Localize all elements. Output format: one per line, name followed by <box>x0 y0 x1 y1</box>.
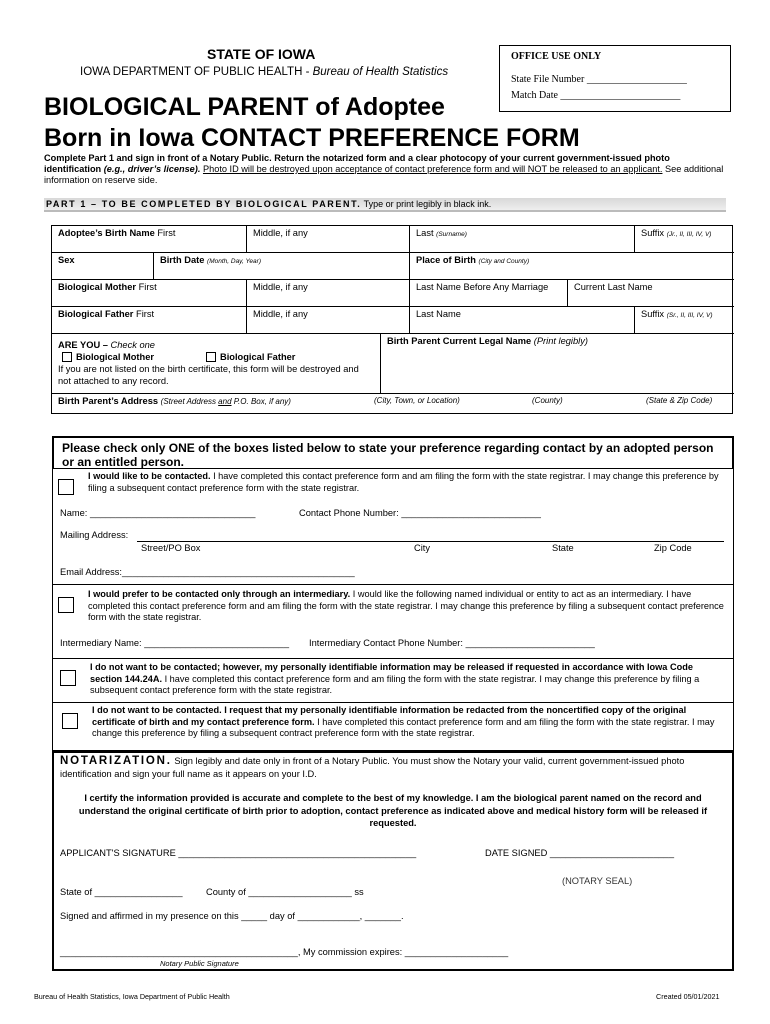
birth-date-field[interactable] <box>154 253 410 280</box>
option1-checkbox[interactable] <box>58 479 74 495</box>
state-file-number-field[interactable]: State File Number ____________________ <box>511 74 687 85</box>
adoptee-first-name-field[interactable] <box>52 226 247 253</box>
notary-signature-label: Notary Public Signature <box>160 959 239 968</box>
mailing-address-label: Mailing Address: <box>60 530 129 540</box>
notarization-section <box>52 751 734 971</box>
place-of-birth-label: Place of Birth <box>416 255 476 265</box>
mother-first-name-field[interactable] <box>52 280 247 307</box>
are-you-label: ARE YOU – <box>58 340 111 350</box>
suffix-jr-note: (Jr., II, III, IV, V) <box>666 231 712 238</box>
bureau-name: Bureau of Health Statistics <box>312 66 449 78</box>
state-label: State <box>552 543 574 553</box>
street-po-label: Street/PO Box <box>141 543 201 553</box>
date-signed-field[interactable]: DATE SIGNED ________________________ <box>485 848 675 858</box>
zip-code-label: Zip Code <box>654 543 692 553</box>
county-of-field[interactable]: County of ____________________ ss <box>206 887 364 897</box>
footer-left: Bureau of Health Statistics, Iowa Department of Public Health <box>34 992 230 1001</box>
suffix-label: Suffix <box>641 309 665 319</box>
bio-mother-label: Biological Mother <box>58 282 136 292</box>
surname-note: (Surname) <box>436 231 467 238</box>
mailing-address-line[interactable] <box>137 541 724 542</box>
instructions-d: See additional information on reserve side. <box>44 164 724 185</box>
suffix-label: Suffix <box>641 228 665 238</box>
option2-divider <box>52 658 734 659</box>
instructions-c: Photo ID will be destroyed upon acceptance of contact preference form and will NOT be released to an applicant. <box>202 164 663 174</box>
suffix-sr-note: (Sr., II, III, IV, V) <box>666 312 713 319</box>
footer-right: Created 05/01/2021 <box>656 992 720 1001</box>
form-title-line2: Born in Iowa CONTACT PREFERENCE FORM <box>44 124 580 152</box>
print-legibly-note: (Print legibly) <box>533 336 588 346</box>
address-format: (Street Address and P.O. Box, if any) <box>160 397 291 406</box>
option3-text: I do not want to be contacted; however, my personally identifiable information may be released if requested in accordance with Iowa Code section 144.24A. I have completed this contact preference form and am filing the form with the state registrar. I may change this preference by filing a subsequent contact preference form with the state registrar. <box>90 662 700 695</box>
email-field[interactable]: Email Address:_____________________________________________ <box>60 567 355 577</box>
are-you-line <box>58 339 374 351</box>
notarization-text: Sign legibly and date only in front of a Notary Public. You must show the Notary your valid, current government-issued photo identification and sign your full name as it appears on your I.D. <box>60 756 685 779</box>
last-name-label: Last Name <box>416 309 461 319</box>
middle-label: Middle, if any <box>253 228 308 238</box>
address-field[interactable] <box>52 394 734 415</box>
mother-option-label: Biological Mother <box>76 352 154 362</box>
instructions-b: (e.g., driver’s license). <box>103 164 201 174</box>
are-you-cell <box>52 334 381 394</box>
form-title-line1: BIOLOGICAL PARENT of Adoptee <box>44 93 445 121</box>
last-label: Last <box>416 228 434 238</box>
city-label: City <box>414 543 431 553</box>
department-line <box>80 66 448 78</box>
sex-field[interactable] <box>52 253 154 280</box>
part1-header <box>44 198 726 212</box>
option3-checkbox[interactable] <box>60 670 76 686</box>
check-one-label: Check one <box>110 340 155 350</box>
adoptee-suffix-field[interactable] <box>635 226 734 253</box>
birth-date-label: Birth Date <box>160 255 205 265</box>
instructions <box>44 153 724 186</box>
address-label: Birth Parent’s Address <box>58 396 159 406</box>
name-field[interactable]: Name: ________________________________ <box>60 508 256 518</box>
place-of-birth-field[interactable] <box>410 253 734 280</box>
sex-label: Sex <box>58 255 75 265</box>
signed-affirmed-field[interactable]: Signed and affirmed in my presence on this _____ day of ____________, _______. <box>60 911 404 921</box>
birth-date-format: (Month, Day, Year) <box>207 258 261 265</box>
first-label: First <box>157 228 176 238</box>
adoptee-middle-name-field[interactable] <box>247 226 410 253</box>
father-checkbox[interactable] <box>206 352 216 362</box>
department-name: IOWA DEPARTMENT OF PUBLIC HEALTH - <box>80 66 313 78</box>
match-date-field[interactable]: Match Date ________________________ <box>511 90 681 101</box>
certification-text: I certify the information provided is accurate and complete to the best of my knowledge. I am the biological parent named on the record and understand the original certificate of birth prior to adoption, contact preference as indicated above and medical history form will be released if requested. <box>78 793 708 828</box>
current-legal-name-field[interactable] <box>381 334 734 394</box>
instructions-a: Complete Part 1 and sign in front of a Notary Public. Return the notarized form and a clear photocopy of your current government-issued photo identification <box>44 153 670 174</box>
parent-type-options <box>58 351 374 363</box>
first-label: First <box>138 282 157 292</box>
option3-divider <box>52 702 734 703</box>
notary-signature-line[interactable]: ______________________________________________, My commission expires: ____________________ <box>60 947 509 957</box>
father-first-name-field[interactable] <box>52 307 247 334</box>
option4-text: I do not want to be contacted. I request that my personally identifiable information be redacted from the noncertified copy of the original certificate of birth and my contact preference form. I have completed this contact preference form and am filing the form with the state registrar. I may change this preference by filing a subsequent contract preference form with the state registrar. <box>92 705 715 738</box>
applicant-signature-field[interactable]: APPLICANT'S SIGNATURE ______________________________________________ <box>60 848 417 858</box>
notarization-intro <box>60 755 726 781</box>
contact-phone-field[interactable]: Contact Phone Number: ___________________________ <box>299 508 541 518</box>
middle-label: Middle, if any <box>253 309 308 319</box>
adoptee-birth-name-label: Adoptee’s Birth Name <box>58 228 155 238</box>
place-format: (City and County) <box>478 258 530 265</box>
intermediary-name-field[interactable]: Intermediary Name: ____________________________ <box>60 638 289 648</box>
current-last-label: Current Last Name <box>574 282 653 292</box>
middle-label: Middle, if any <box>253 282 308 292</box>
mother-middle-name-field[interactable] <box>247 280 410 307</box>
county-label: (County) <box>532 396 563 405</box>
adoptee-last-name-field[interactable] <box>410 226 635 253</box>
option1-divider <box>52 584 734 585</box>
father-last-name-field[interactable] <box>410 307 635 334</box>
option2-text: I would prefer to be contacted only through an intermediary. I would like the following named individual or entity to act as an intermediary. I have completed this contact preference form and am filing the form with the state registrar. I may change this preference by filing a subsequent contact preference form with the state registrar. <box>88 589 724 622</box>
bio-father-label: Biological Father <box>58 309 134 319</box>
first-label: First <box>136 309 155 319</box>
option2-checkbox[interactable] <box>58 597 74 613</box>
state-zip-label: (State & Zip Code) <box>646 396 713 405</box>
father-suffix-field[interactable] <box>635 307 734 334</box>
part1-title: PART 1 – TO BE COMPLETED BY BIOLOGICAL PARENT. <box>46 199 362 209</box>
mother-checkbox[interactable] <box>62 352 72 362</box>
father-option-label: Biological Father <box>220 352 296 362</box>
notary-seal-label: (NOTARY SEAL) <box>562 876 633 886</box>
option4-checkbox[interactable] <box>62 713 78 729</box>
office-use-title: OFFICE USE ONLY <box>511 51 602 62</box>
city-town-label: (City, Town, or Location) <box>374 396 460 405</box>
father-middle-name-field[interactable] <box>247 307 410 334</box>
option1-text: I would like to be contacted. I have completed this contact preference form and am filing the form with the state registrar. I may change this preference by filing a subsequent contact preference form with the state registrar. <box>88 471 719 493</box>
notarization-title: NOTARIZATION. <box>60 755 172 767</box>
part1-note: Type or print legibly in black ink. <box>361 199 492 209</box>
form-title <box>44 92 644 154</box>
current-legal-name-label: Birth Parent Current Legal Name <box>387 336 532 346</box>
last-before-marriage-label: Last Name Before Any Marriage <box>416 282 549 292</box>
intermediary-phone-field[interactable]: Intermediary Contact Phone Number: _________________________ <box>309 638 595 648</box>
mother-current-last-field[interactable] <box>568 280 734 307</box>
not-listed-note: If you are not listed on the birth certificate, this form will be destroyed and not attached to any record. <box>58 364 359 386</box>
state-of-field[interactable]: State of _________________ <box>60 887 183 897</box>
state-title: STATE OF IOWA <box>207 46 316 62</box>
part1-table <box>51 225 733 414</box>
preference-heading: Please check only ONE of the boxes listed below to state your preference regarding contact by an adopted person or an entitled person. <box>52 436 734 469</box>
mother-maiden-name-field[interactable] <box>410 280 568 307</box>
